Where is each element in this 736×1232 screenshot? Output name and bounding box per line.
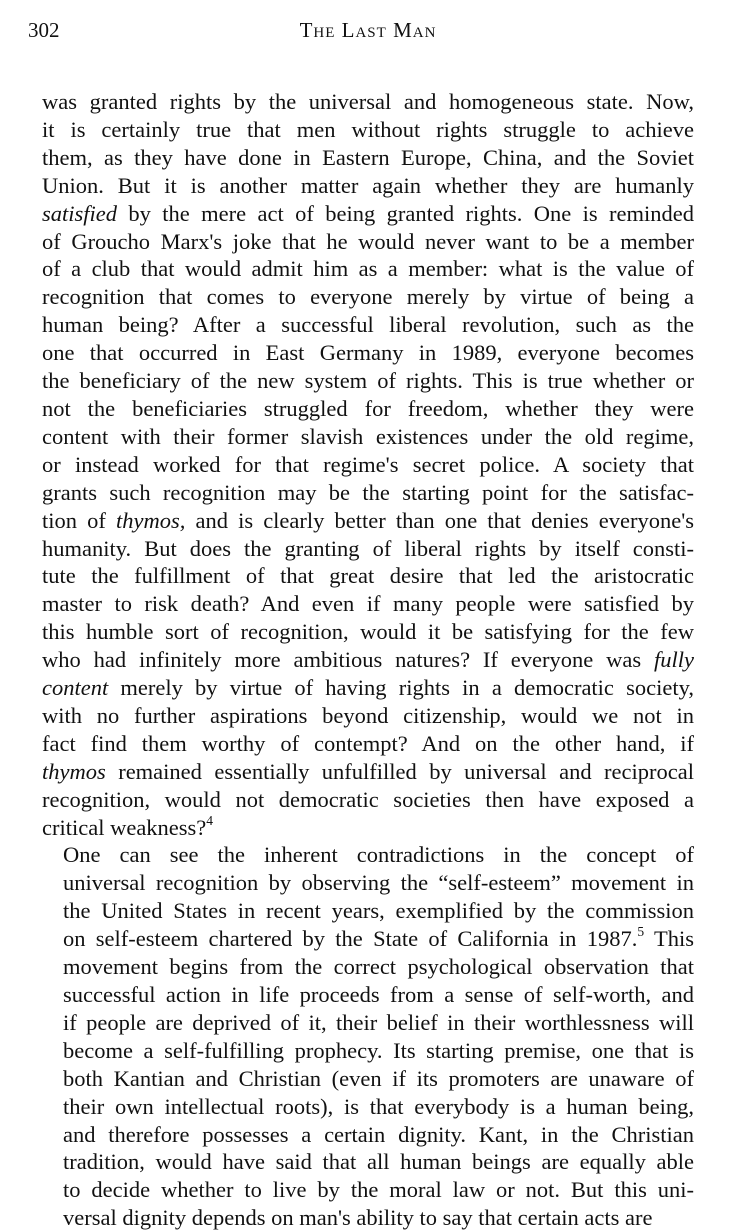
text-line: satisfied by the mere act of being granted rights. One is reminded bbox=[42, 200, 694, 226]
text-line: the United States in recent years, exemplified by the commission bbox=[63, 898, 694, 924]
text-line: to decide whether to live by the moral law or not. But this uni- bbox=[63, 1177, 694, 1203]
italic-text: fully bbox=[654, 647, 694, 673]
text-line: if people are deprived of it, their belief in their worthlessness will bbox=[63, 1009, 694, 1035]
text-line: the beneficiary of the new system of rights. This is true whether or bbox=[42, 368, 694, 394]
text-line: was granted rights by the universal and homogeneous state. Now, bbox=[42, 89, 694, 114]
text-line: tion of thymos, and is clearly better than one that denies everyone's bbox=[42, 507, 695, 533]
text-line: grants such recognition may be the starting point for the satisfac- bbox=[42, 479, 694, 505]
text-line: universal recognition by observing the “self-esteem” movement in bbox=[63, 870, 694, 896]
body-text bbox=[42, 88, 694, 1232]
text-line: or instead worked for that regime's secret police. A society that bbox=[42, 451, 694, 477]
text-line: recognition that comes to everyone merely by virtue of being a bbox=[42, 284, 694, 310]
footnote-marker: 4 bbox=[206, 812, 214, 828]
italic-text: satisfied bbox=[42, 200, 118, 226]
text-line: of a club that would admit him as a member: what is the value of bbox=[42, 256, 694, 282]
text-line: tradition, would have said that all human beings are equally able bbox=[63, 1149, 694, 1175]
page-number: 302 bbox=[28, 18, 60, 42]
italic-text: thymos, bbox=[115, 507, 186, 533]
text-line: versal dignity depends on man's ability to say that certain acts are bbox=[63, 1205, 653, 1231]
page-header bbox=[28, 14, 708, 46]
text-line: movement begins from the correct psychological observation that bbox=[63, 954, 694, 980]
text-line: one that occurred in East Germany in 1989, everyone becomes bbox=[42, 340, 694, 366]
text-line: Union. But it is another matter again whether they are humanly bbox=[42, 172, 694, 198]
footnote-marker: 5 bbox=[637, 924, 645, 940]
paragraph bbox=[42, 841, 694, 1232]
paragraph bbox=[42, 88, 694, 841]
text-line: content merely by virtue of having rights in a democratic society, bbox=[42, 675, 694, 701]
text-line: One can see the inherent contradictions in the concept of bbox=[63, 842, 694, 868]
text-line: this humble sort of recognition, would it be satisfying for the few bbox=[42, 619, 694, 645]
text-line: tute the fulfillment of that great desire that led the aristocratic bbox=[42, 563, 694, 589]
text-line: successful action in life proceeds from a sense of self-worth, and bbox=[63, 982, 694, 1007]
text-line: thymos remained essentially unfulfilled by universal and reciprocal bbox=[42, 758, 694, 784]
text-line: content with their former slavish existences under the old regime, bbox=[42, 423, 694, 449]
text-line: critical weakness?$^4$ bbox=[42, 812, 214, 840]
text-line: not the beneficiaries struggled for freedom, whether they were bbox=[42, 395, 694, 421]
text-line: on self-esteem chartered by the State of California in 1987.$^5$ This bbox=[63, 924, 694, 952]
text-line: their own intellectual roots), is that everybody is a human being, bbox=[63, 1093, 694, 1119]
text-line: humanity. But does the granting of liberal rights by itself consti- bbox=[42, 535, 694, 561]
text-line: it is certainly true that men without rights struggle to achieve bbox=[42, 116, 694, 142]
text-line: master to risk death? And even if many people were satisfied by bbox=[42, 591, 694, 617]
text-line: fact find them worthy of contempt? And on the other hand, if bbox=[42, 730, 694, 756]
running-title: The Last Man bbox=[299, 18, 437, 42]
italic-text: content bbox=[42, 675, 109, 701]
text-line: both Kantian and Christian (even if its promoters are unaware of bbox=[63, 1065, 694, 1091]
text-line: human being? After a successful liberal revolution, such as the bbox=[42, 312, 694, 338]
text-line: with no further aspirations beyond citizenship, would we not in bbox=[42, 702, 694, 728]
text-line: them, as they have done in Eastern Europe, China, and the Soviet bbox=[42, 144, 694, 170]
text-line: recognition, would not democratic societies then have exposed a bbox=[42, 786, 694, 812]
text-line: and therefore possesses a certain dignity. Kant, in the Christian bbox=[63, 1121, 694, 1147]
text-line: who had infinitely more ambitious natures? If everyone was fully bbox=[42, 647, 694, 673]
text-line: become a self-fulfilling prophecy. Its starting premise, one that is bbox=[63, 1037, 694, 1063]
text-line: of Groucho Marx's joke that he would never want to be a member bbox=[42, 228, 694, 254]
italic-text: thymos bbox=[42, 758, 106, 784]
